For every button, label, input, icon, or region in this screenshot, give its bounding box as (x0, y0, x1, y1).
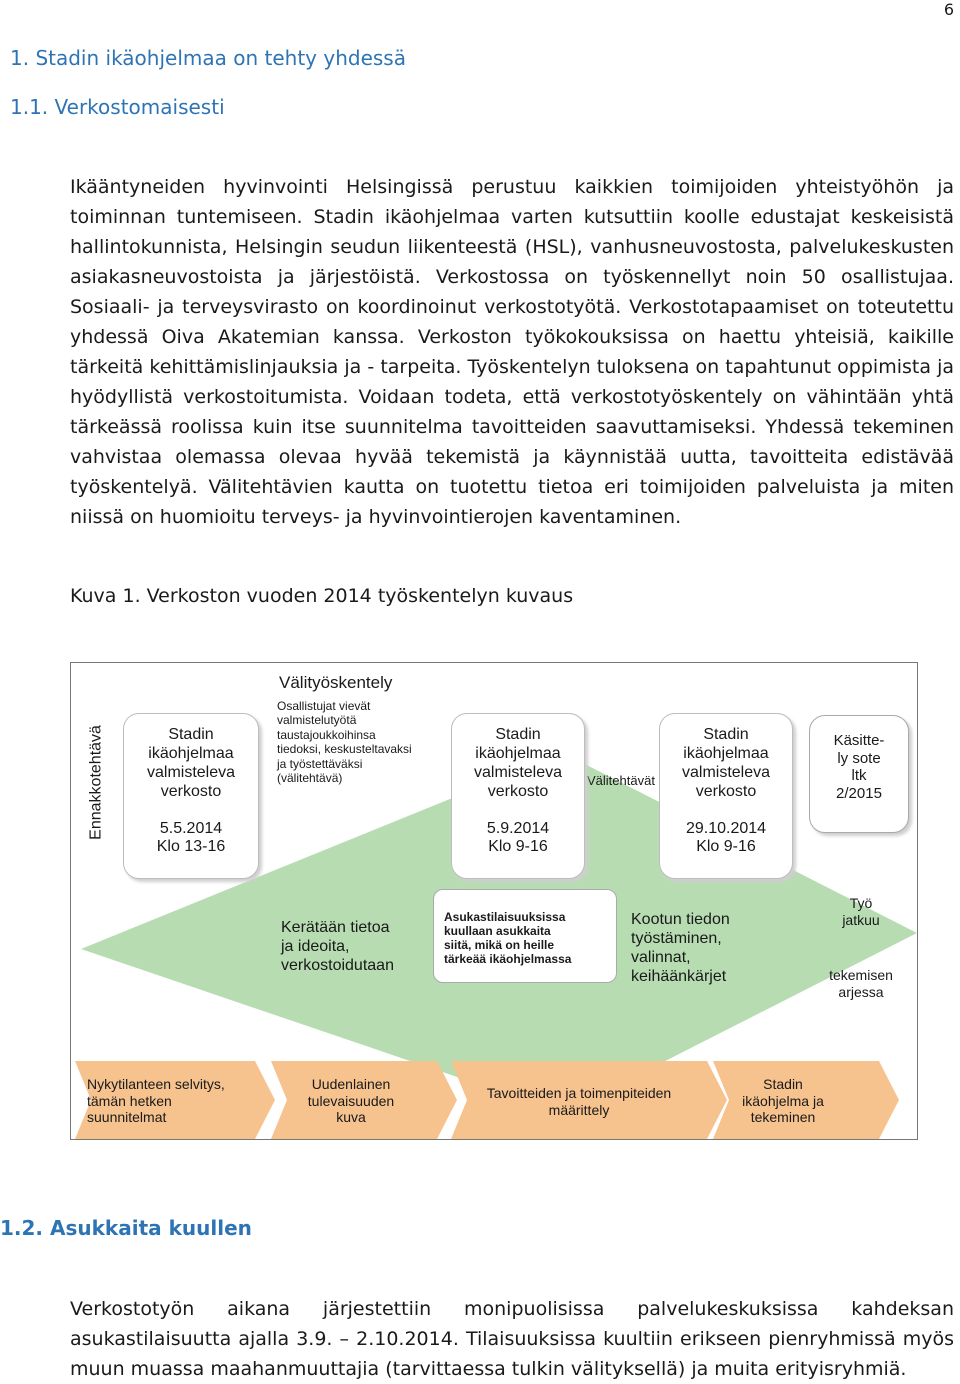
meeting-box-2: Stadin ikäohjelmaa valmisteleva verkosto 5.9.2014 Klo 9-16 (451, 713, 585, 879)
page-number: 6 (943, 0, 954, 19)
network-work-figure (70, 662, 918, 1140)
side-label: Ennakkotehtävä (87, 725, 105, 840)
phase-collect: Kerätään tietoa ja ideoita, verkostoidutaan (281, 919, 394, 974)
meeting-time-1: Klo 13-16 (156, 838, 226, 856)
phase-resident-events: Asukastilaisuuksissa kuullaan asukkaita siitä, mikä on heille tärkeää ikäohjelmassa (433, 889, 617, 983)
decision-box: Käsitte- ly sote ltk 2/2015 (809, 715, 909, 833)
section-heading-1-2: 1.2. Asukkaita kuullen (0, 1216, 252, 1240)
paragraph-network: Ikääntyneiden hyvinvointi Helsingissä perustuu kaikkien toimijoiden yhteistyöhön ja toiminnan tuntemiseen. Stadin ikäohjelmaa varten kutsuttiin koolle edustajat keskeisistä hallintokunnista, Helsingin seudun liikenteestä (HSL), vanhusneuvostosta, palvelukeskusten asiakasneuvostoista ja järjestöistä. Verkostossa on työskennellyt noin 50 osallistujaa. Sosiaali- ja terveysvirasto on koordinoinut verkostotyötä. Verkostotapaamiset on toteutettu yhdessä Oiva Akatemian kanssa. Verkoston työkokouksissa on haettu yhteisiä, kaikille tärkeitä kehittämislinjauksia ja - tarpeita. Työskentelyn tuloksena on tapahtunut oppimista ja hyödyllistä verkostoitumista. Voidaan todeta, että verkostotyöskentely on vähintään yhtä tärkeässä roolissa kuin itse suunnitelma tavoitteiden saavuttamiseksi. Yhdessä tekeminen vahvistaa olemassa olevaa hyvää tekemistä ja käynnistää uutta, tavoitteita edistävää työskentelyä. Välitehtävien kautta on tuotettu tietoa eri toimijoiden palveluista ja miten niissä on huomioitu terveys- ja hyvinvointierojen kaventaminen. (70, 176, 954, 528)
phase-processing: Kootun tiedon työstäminen, valinnat, keihäänkärjet (631, 911, 730, 985)
meeting-time-2: Klo 9-16 (488, 838, 548, 856)
meeting-time-3: Klo 9-16 (696, 838, 756, 856)
phase-everyday: tekemisen arjessa (829, 967, 893, 1000)
section-heading-1-1: 1.1. Verkostomaisesti (10, 95, 225, 119)
meeting-box-1: Stadin ikäohjelmaa valmisteleva verkosto 5.5.2014 Klo 13-16 (123, 713, 259, 879)
intermediate-title: Välityöskentely (279, 673, 393, 692)
meeting-date-1: 5.5.2014 (159, 819, 223, 837)
meeting-date-3: 29.10.2014 (685, 819, 767, 837)
arrow-label-1: Nykytilanteen selvitys, tämän hetken suunnitelmat (87, 1076, 225, 1126)
intermediate-task-label: Välitehtävät (587, 773, 655, 788)
intermediate-note: Osallistujat vievät valmistelutyötä taustajoukkoihinsa tiedoksi, keskusteltavaksi ja työstettäväksi (välitehtävä) (277, 699, 412, 785)
phase-work-continues: Työ jatkuu (842, 895, 880, 928)
section-heading-1: 1. Stadin ikäohjelmaa on tehty yhdessä (10, 46, 406, 70)
figure-caption: Kuva 1. Verkoston vuoden 2014 työskentelyn kuvaus (70, 585, 574, 607)
meeting-date-2: 5.9.2014 (486, 819, 550, 837)
arrow-label-4: Stadin ikäohjelma ja tekeminen (742, 1076, 824, 1126)
arrow-label-2: Uudenlainen tulevaisuuden kuva (307, 1076, 395, 1126)
meeting-box-3: Stadin ikäohjelmaa valmisteleva verkosto 29.10.2014 Klo 9-16 (659, 713, 793, 879)
paragraph-residents: Verkostotyön aikana järjestettiin monipuolisissa palvelukeskuksissa kahdeksan asukastilaisuutta ajalla 3.9. – 2.10.2014. Tilaisuuksissa kuultiin erikseen pienryhmissä myös muun muassa maahanmuuttajia (tarvittaessa tulkin välityksellä) ja muita erityisryhmiä. (70, 1298, 954, 1380)
arrow-label-3: Tavoitteiden ja toimenpiteiden määrittely (486, 1085, 672, 1118)
